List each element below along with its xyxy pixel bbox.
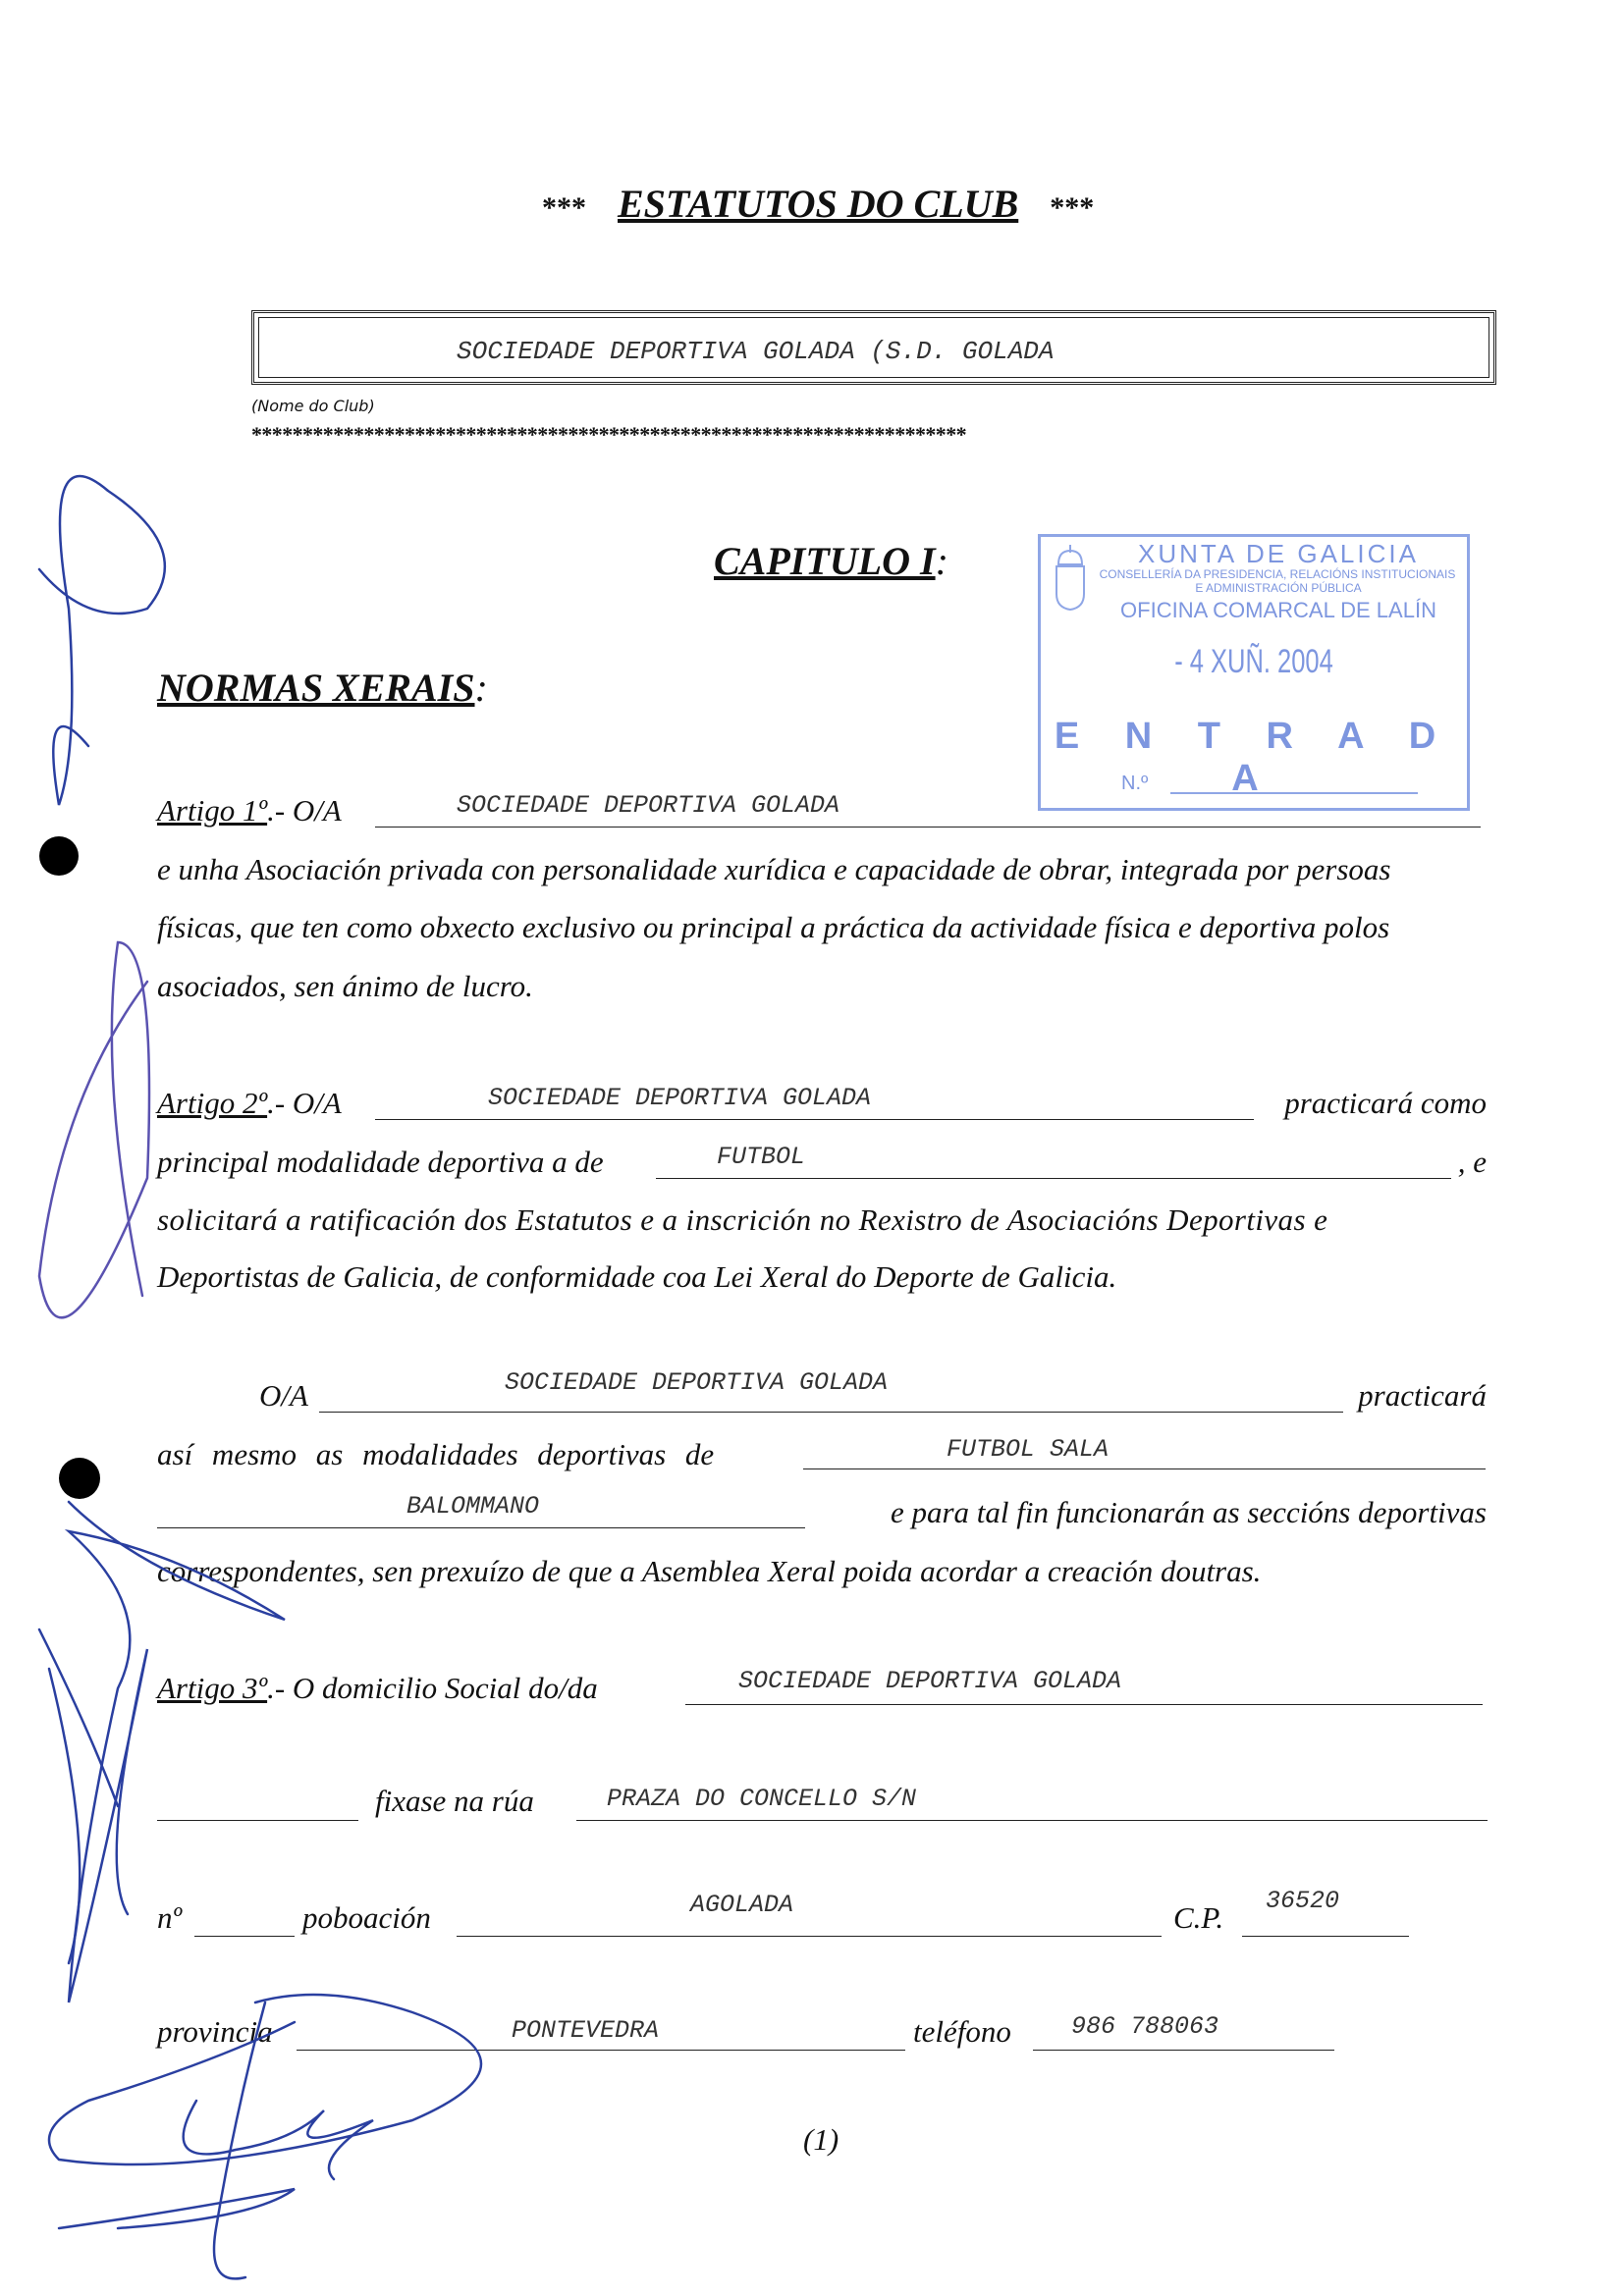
art3-blank-line xyxy=(157,1820,358,1821)
section-colon: : xyxy=(474,666,488,710)
stamp-dept-line1: CONSELLERÍA DA PRESIDENCIA, RELACIÓNS INSTITUCIONAIS xyxy=(1099,567,1456,581)
art1-line1: e unha Asociación privada con personalidade xurídica e capacidade de obrar, integrada por persoas xyxy=(157,852,1391,886)
art3-province-value[interactable]: PONTEVEDRA xyxy=(512,2016,660,2045)
art2-other-modality-1[interactable]: FUTBOL SALA xyxy=(947,1435,1110,1464)
art3-number-line xyxy=(194,1936,295,1937)
art2-other2-line xyxy=(157,1527,805,1528)
art3-town-value[interactable]: AGOLADA xyxy=(690,1891,794,1919)
art2-line3: solicitará a ratificación dos Estatutos e a inscrición no Rexistro de Asociacións Deportivas e xyxy=(157,1202,1328,1237)
art2-prefix: .- O/A xyxy=(267,1086,342,1120)
art2-modality-value[interactable]: FUTBOL xyxy=(717,1143,806,1171)
art3-province-label: provincia xyxy=(157,2014,273,2049)
art3-town-label: poboación xyxy=(302,1900,431,1935)
art2-p2-line4: correspondentes, sen prexuízo de que a Asemblea Xeral poida acordar a creación doutras. xyxy=(157,1554,1262,1588)
club-name: SOCIEDADE DEPORTIVA GOLADA (S.D. GOLADA xyxy=(457,337,1055,366)
art2-line2-suffix: , e xyxy=(1457,1145,1487,1179)
document-title xyxy=(542,181,1094,227)
coat-of-arms-icon xyxy=(1051,545,1090,614)
art2-field-line xyxy=(375,1119,1254,1120)
art2-label: Artigo 2º xyxy=(157,1086,268,1120)
art1-prefix: .- O/A xyxy=(267,793,342,828)
art2-club-value[interactable]: SOCIEDADE DEPORTIVA GOLADA xyxy=(488,1084,872,1112)
art3-prefix: .- O domicilio Social do/da xyxy=(267,1671,598,1705)
art3-label: Artigo 3º xyxy=(157,1671,268,1705)
stamp-number-line xyxy=(1170,792,1418,794)
art1-line3: asociados, sen ánimo de lucro. xyxy=(157,969,533,1003)
art3-street-label: fixase na rúa xyxy=(375,1784,534,1818)
art2-p2-field-line xyxy=(319,1412,1343,1413)
art3-heading xyxy=(157,1671,598,1706)
club-name-label: (Nome do Club) xyxy=(251,397,375,415)
art1-heading xyxy=(157,793,342,828)
art3-province-line xyxy=(297,2050,905,2051)
art1-club-value[interactable]: SOCIEDADE DEPORTIVA GOLADA xyxy=(457,791,840,820)
art1-line2: físicas, que ten como obxecto exclusivo ou principal a práctica da actividade física e deportiva polos xyxy=(157,910,1390,944)
chapter-colon: : xyxy=(935,539,948,583)
title-stars-left: *** xyxy=(542,191,586,224)
punch-hole xyxy=(39,836,79,876)
art1-label: Artigo 1º xyxy=(157,793,268,828)
signature-stroke xyxy=(39,476,165,805)
art3-phone-line xyxy=(1033,2050,1334,2051)
art3-street-line xyxy=(576,1820,1488,1821)
title-text: ESTATUTOS DO CLUB xyxy=(618,182,1019,226)
stamp-org: XUNTA DE GALICIA xyxy=(1138,539,1419,568)
chapter-title xyxy=(714,538,948,584)
art3-phone-label: teléfono xyxy=(913,2014,1011,2049)
stamp-dept-line2: E ADMINISTRACIÓN PÚBLICA xyxy=(1195,581,1362,595)
stamp-number-label: N.º xyxy=(1121,773,1149,794)
art3-town-line xyxy=(457,1936,1162,1937)
art3-number-label: nº xyxy=(157,1900,183,1935)
art2-p2-prefix: O/A xyxy=(259,1378,308,1413)
art1-field-line xyxy=(375,827,1481,828)
section-title xyxy=(157,665,488,711)
art3-cp-line xyxy=(1242,1936,1409,1937)
art3-club-value[interactable]: SOCIEDADE DEPORTIVA GOLADA xyxy=(738,1667,1122,1695)
art2-p2-suffix: practicará xyxy=(1358,1378,1487,1413)
art3-field-line xyxy=(685,1704,1483,1705)
stamp-type: E N T R A D A xyxy=(1054,716,1454,799)
signature-stroke xyxy=(39,1629,118,1963)
art3-cp-label: C.P. xyxy=(1173,1900,1224,1935)
art2-line2-prefix: principal modalidade deportiva a de xyxy=(157,1145,604,1179)
art2-line4: Deportistas de Galicia, de conformidade coa Lei Xeral do Deporte de Galicia. xyxy=(157,1259,1117,1294)
art2-suffix: practicará como xyxy=(1284,1086,1487,1120)
signature-stroke xyxy=(39,942,149,1317)
art2-other-modality-2[interactable]: BALOMMANO xyxy=(406,1492,540,1521)
entry-stamp xyxy=(1038,534,1470,811)
art2-other1-line xyxy=(803,1468,1486,1469)
art3-street-value[interactable]: PRAZA DO CONCELLO S/N xyxy=(607,1785,917,1813)
art2-heading xyxy=(157,1086,342,1121)
section-title-text: NORMAS XERAIS xyxy=(157,666,475,710)
art3-cp-value[interactable]: 36520 xyxy=(1266,1887,1340,1915)
art2-p2-club-value[interactable]: SOCIEDADE DEPORTIVA GOLADA xyxy=(505,1368,889,1397)
page-number: (1) xyxy=(803,2122,839,2157)
art3-phone-value[interactable]: 986 788063 xyxy=(1071,2012,1219,2041)
title-stars-right: *** xyxy=(1050,191,1095,224)
art2-p2-line3: e para tal fin funcionarán as seccións deportivas xyxy=(890,1495,1487,1529)
art2-modality-line xyxy=(656,1178,1451,1179)
chapter-title-text: CAPITULO I xyxy=(714,539,936,583)
stamp-date: - 4 XUÑ. 2004 xyxy=(1174,643,1333,680)
punch-hole xyxy=(59,1458,100,1499)
stamp-office: OFICINA COMARCAL DE LALÍN xyxy=(1120,598,1436,622)
star-rule: ********************************************************************** xyxy=(251,422,967,447)
art2-p2-line2: así mesmo as modalidades deportivas de xyxy=(157,1437,715,1471)
